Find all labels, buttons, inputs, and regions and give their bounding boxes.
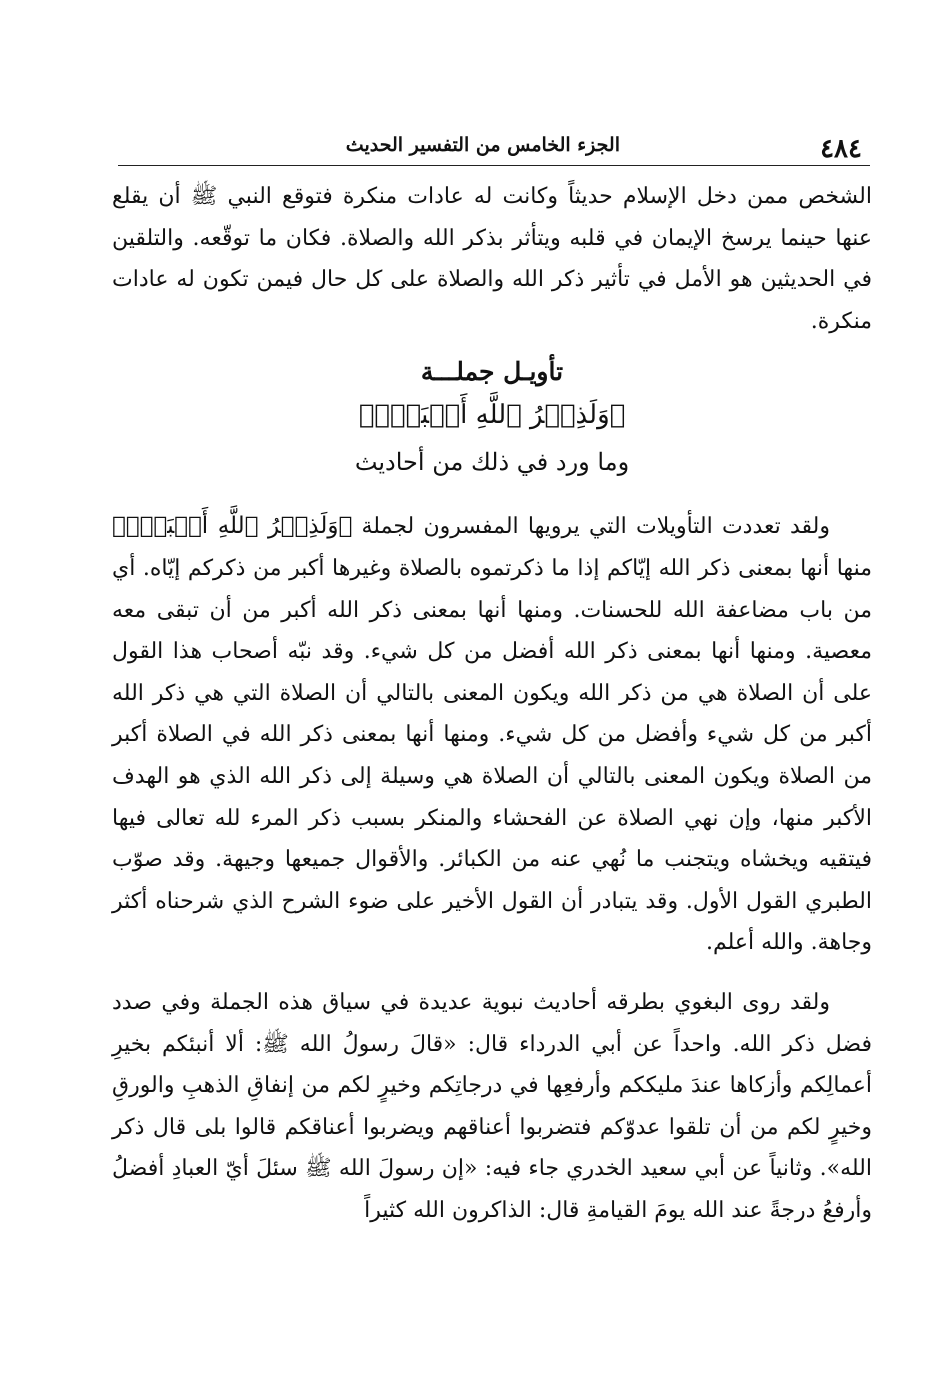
hadiths-paragraph: ولقد روى البغوي بطرقه أحاديث نبوية عديدة في سياق هذه الجملة وفي صدد فضل ذكر الله. واحداً عن أبي الدرداء قال: «قالَ رسولُ الله ﷺ: ألا أنبئكم بخيرِ أعمالِكم وأزكاها عندَ مليككم وأرفعِها في درجاتِكم وخيرٍ لكم من إنفاقِ الذهبِ والورقِ وخيرٍ لكم من أن تلقوا عدوّكم فتضربوا أعناقهم ويضربوا أعناقكم قالوا بلى قال ذكر الله». وثانياً عن أبي سعيد الخدري جاء فيه: «إن رسولَ الله ﷺ سئلَ أيّ العبادِ أفضلُ وأرفعُ درجةً عند الله يومَ القيامةِ قال: الذاكرون الله كثيراً: [112, 989, 872, 1223]
section-heading: [112, 352, 872, 486]
section-subtitle: وما ورد في ذلك من أحاديث: [354, 448, 630, 477]
intro-paragraph: الشخص ممن دخل الإسلام حديثاً وكانت له عادات منكرة فتوقع النبي ﷺ أن يقلع عنها حينما يرسخ الإيمان في قلبه ويتأثر بذكر الله والصلاة. فكان ما توقّعه. والتلقين في الحديثين هو الأمل في تأثير ذكر الله والصلاة على كل حال فيمن تكون له عادات منكرة.: [112, 184, 872, 334]
interpretations-text: منها أنها بمعنى ذكر الله إيّاكم إذا ما ذكرتموه بالصلاة وغيرها أكبر من ذكركم إيّاه. أي من باب مضاعفة الله للحسنات. ومنها أنها بمعنى ذكر الله أكبر من أن تبقى معه معصية. ومنها أنها بمعنى ذكر الله أفضل من كل شيء. وقد نبّه أصحاب هذا القول على أن الصلاة هي من ذكر الله ويكون المعنى بالتالي أن الصلاة التي هي ذكر الله أكبر من كل شيء وأفضل من كل شيء. ومنها أنها بمعنى ذكر الله في الصلاة أكبر من الصلاة ويكون المعنى بالتالي أن الصلاة هي وسيلة إلى ذكر الله الذي هو الهدف الأكبر منها، وإن نهي الصلاة عن الفحشاء والمنكر بسبب ذكر المرء لله تعالى فيها فيتقيه ويخشاه ويتجنب ما نُهي عنه من الكبائر. والأقوال جميعها وجيهة. وقد صوّب الطبري القول الأول. وقد يتبادر أن القول الأخير على ضوء الشرح الذي شرحناه أكثر وجاهة. والله أعلم.: [112, 555, 872, 956]
interpretations-lead: ولقد تعددت التأويلات التي يرويها المفسرون لجملة: [361, 514, 830, 540]
section-title: تأويـل جملـــة: [420, 357, 564, 387]
header-divider: [118, 165, 870, 166]
paragraph-gap: [112, 964, 872, 982]
page-body: [112, 176, 872, 1231]
inline-verse: ﴿وَلَذِكۡرُ ٱللَّهِ أَكۡبَرُۗ﴾: [112, 513, 353, 540]
section-verse: ﴿وَلَذِكۡرُ ٱللَّهِ أَكۡبَرُۗ﴾: [358, 400, 626, 431]
page-header: [118, 120, 870, 164]
running-head: الجزء الخامس من التفسير الحديث: [345, 134, 620, 156]
interpretations-paragraph: [112, 506, 872, 964]
page-number: ٤٨٤: [820, 134, 862, 164]
